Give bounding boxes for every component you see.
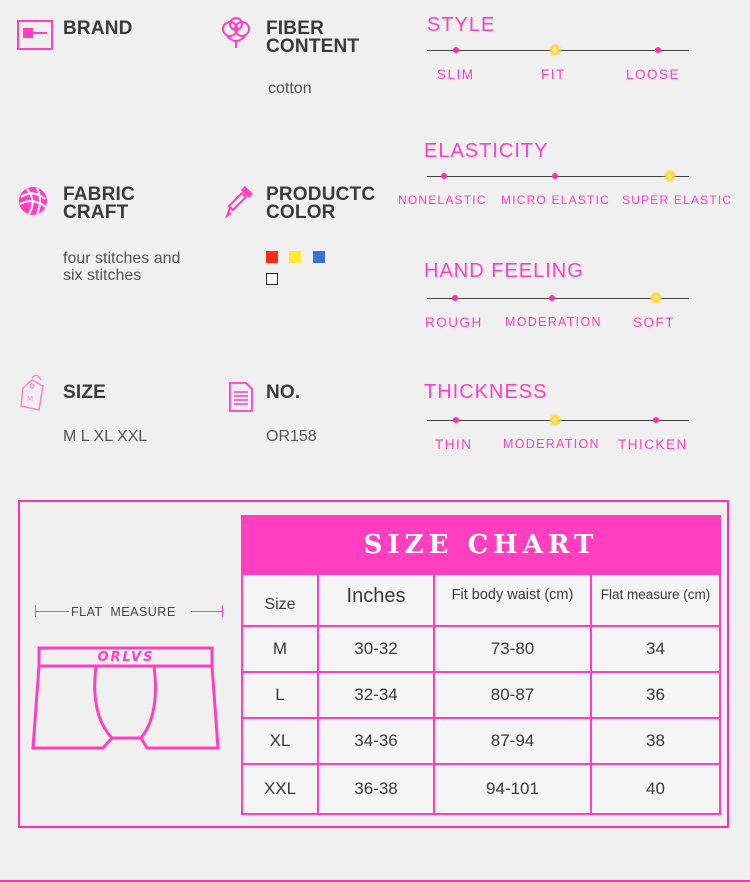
size-value: M L XL XXL (63, 428, 148, 445)
brand-heading: BRAND (63, 18, 133, 39)
boxer-briefs-illustration (30, 645, 225, 765)
thickness-option-moderation: MODERATION (503, 437, 600, 451)
hand-feeling-option-rough: ROUGH (425, 315, 483, 330)
style-dot-loose (655, 47, 661, 53)
column-header-fit-body-waist: Fit body waist (cm) (434, 574, 591, 626)
elasticity-track (427, 176, 689, 177)
elasticity-title: ELASTICITY (424, 140, 549, 162)
column-header-flat-measure: Flat measure (cm) (591, 574, 720, 626)
thickness-selected-marker (548, 413, 562, 427)
size-chart-table (241, 515, 721, 815)
fit-body-waist-cell: 87-94 (434, 718, 591, 764)
elasticity-option-super-elastic: SUPER ELASTIC (622, 193, 733, 207)
flat-measure-cell: 34 (591, 626, 720, 672)
fiber-content-value: cotton (268, 80, 312, 97)
yarn-ball-icon (17, 185, 49, 217)
table-row (242, 718, 720, 764)
fit-body-waist-cell: 80-87 (434, 672, 591, 718)
size-cell: L (242, 672, 318, 718)
style-option-loose: LOOSE (626, 67, 681, 82)
table-row (242, 672, 720, 718)
hand-feeling-title: HAND FEELING (424, 260, 584, 282)
hand-feeling-option-moderation: MODERATION (505, 315, 602, 329)
inches-cell: 36-38 (318, 764, 434, 814)
color-swatch-yellow (289, 251, 301, 263)
inches-cell: 34-36 (318, 718, 434, 764)
size-heading: SIZE (63, 382, 107, 403)
flat-measure-cell: 40 (591, 764, 720, 814)
elasticity-selected-marker (663, 169, 677, 183)
fabric-craft-heading: FABRIC CRAFT (63, 184, 135, 223)
fit-body-waist-cell: 94-101 (434, 764, 591, 814)
column-header-inches: Inches (318, 574, 434, 626)
flat-measure-cell: 38 (591, 718, 720, 764)
hand-feeling-dot-moderation (549, 295, 555, 301)
dropper-icon (225, 184, 255, 218)
tag-icon (17, 374, 47, 414)
color-swatch-white (266, 273, 278, 285)
style-dot-slim (453, 47, 459, 53)
size-cell: XL (242, 718, 318, 764)
fabric-craft-value: four stitches and six stitches (63, 250, 181, 284)
fit-body-waist-cell: 73-80 (434, 626, 591, 672)
product-number-value: OR158 (266, 428, 317, 445)
thickness-option-thin: THIN (435, 437, 473, 452)
flat-measure-cell: 36 (591, 672, 720, 718)
color-swatch-blue (313, 251, 325, 263)
flat-measure-dimension (35, 605, 223, 619)
inches-cell: 32-34 (318, 672, 434, 718)
style-title: STYLE (427, 14, 496, 36)
table-row (242, 764, 720, 814)
waistband-logo: ORLVS (97, 650, 155, 665)
hand-feeling-dot-rough (452, 295, 458, 301)
elasticity-dot-nonelastic (441, 173, 447, 179)
elasticity-dot-micro (552, 173, 558, 179)
thickness-dot-thicken (653, 417, 659, 423)
thickness-option-thicken: THICKEN (618, 437, 688, 452)
inches-cell: 30-32 (318, 626, 434, 672)
color-swatch-red (266, 251, 278, 263)
brand-icon (17, 20, 53, 50)
size-cell: XXL (242, 764, 318, 814)
document-icon (228, 381, 254, 413)
size-chart-title: SIZE CHART (242, 516, 720, 574)
hand-feeling-option-soft: SOFT (633, 315, 675, 330)
size-cell: M (242, 626, 318, 672)
elasticity-option-micro-elastic: MICRO ELASTIC (501, 193, 610, 207)
product-number-heading: NO. (266, 382, 301, 403)
product-color-heading: PRODUCTC COLOR (266, 184, 376, 223)
thickness-title: THICKNESS (424, 381, 548, 403)
table-row (242, 626, 720, 672)
svg-text:M: M (27, 395, 34, 403)
fiber-content-heading: FIBER CONTENT (266, 18, 360, 57)
style-option-fit: FIT (541, 67, 566, 82)
thickness-dot-thin (453, 417, 459, 423)
column-header-size: Size (242, 574, 318, 626)
flat-measure-label: FLAT MEASURE (71, 605, 176, 619)
elasticity-option-nonelastic: NONELASTIC (398, 193, 487, 207)
hand-feeling-selected-marker (649, 291, 663, 305)
cotton-flower-icon (219, 16, 253, 50)
style-selected-marker (548, 43, 562, 57)
style-option-slim: SLIM (437, 67, 475, 82)
